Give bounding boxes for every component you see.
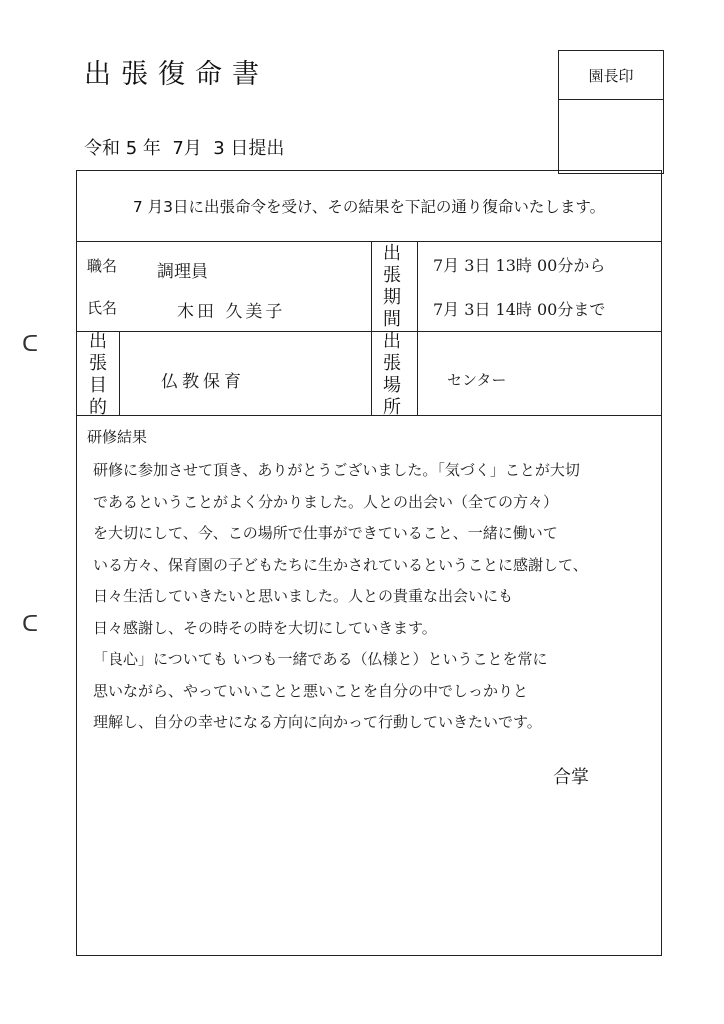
results-label: 研修結果 [87,428,148,446]
instruction-text: 7 月3日に出張命令を受け、その結果を下記の通り復命いたします。 [132,198,606,216]
place-value: センター [447,371,507,389]
results-body [93,455,653,739]
results-line: を大切にして、今、この場所で仕事ができていること、一緒に働いて [93,524,558,542]
position-value: 調理員 [157,262,208,282]
results-line: 思いながら、やっていいことと悪いことを自分の中でしっかりと [93,681,529,700]
name-value: 木田 久美子 [177,302,286,322]
submission-date: 令和 5 年 7月 3 日提出 [84,138,285,159]
place-label: 出 張 場 所 [383,331,401,418]
principal-stamp-box [558,50,664,174]
name-label: 氏名 [87,299,118,317]
position-period-row [77,241,661,332]
report-form [76,170,662,956]
stamp-label: 園長印 [559,51,663,100]
results-line: 研修に参加させて頂き、ありがとうございました。「気づく」ことが大切 [93,461,580,479]
period-label: 出 張 期 間 [383,243,401,330]
period-from: 7月 3日 13時 00分から [433,256,606,275]
results-line: であるということがよく分かりました。人との出会い（全ての方々） [93,492,559,511]
results-line: 日々生活していきたいと思いました。人との貴重な出会いにも [93,587,514,605]
results-line: 日々感謝し、その時その時を大切にしていきます。 [93,618,437,637]
purpose-label: 出 張 目 的 [89,331,107,418]
period-to: 7月 3日 14時 00分まで [433,300,606,319]
purpose-value: 仏教保育 [161,372,245,392]
results-line: 「良心」についても いつも一緒である（仏様と）ということを常に [93,650,548,668]
position-label: 職名 [87,257,118,275]
instruction-row [77,171,661,242]
document-title: 出張復命書 [84,59,269,90]
hole-punch-mark: ᑕ [22,332,39,357]
purpose-place-row [77,331,661,416]
results-line: いる方々、保育園の子どもたちに生かされているということに感謝して、 [93,555,588,574]
results-line: 理解し、自分の幸せになる方向に向かって行動していきたいです。 [93,713,542,731]
hole-punch-mark: ᑕ [22,612,39,637]
closing-signature: 合掌 [553,767,589,788]
